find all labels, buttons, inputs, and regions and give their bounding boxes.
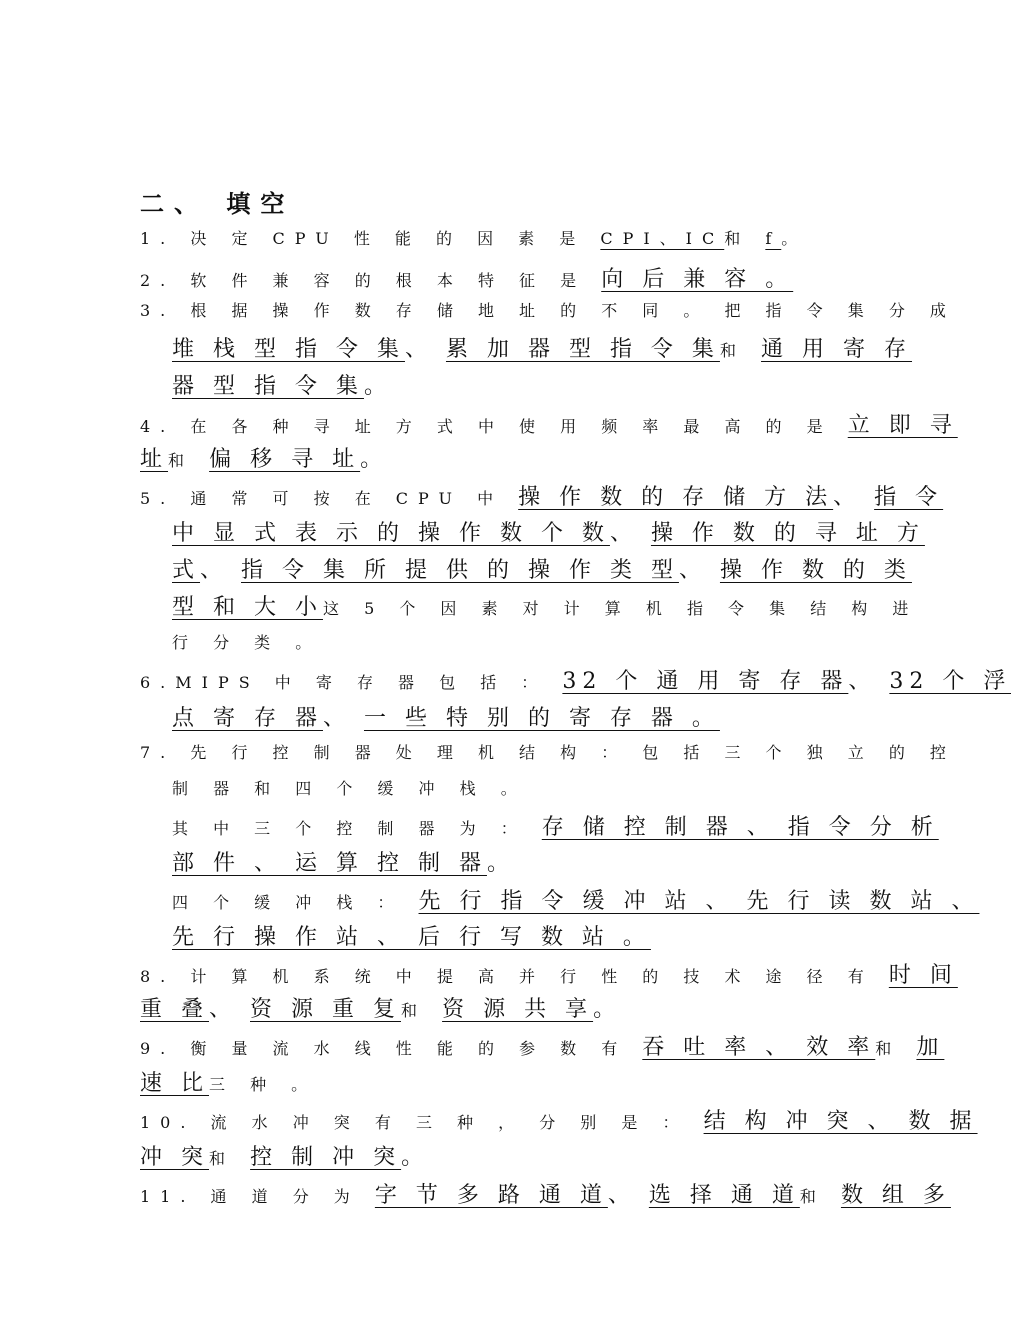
question-text: 四 个 缓 冲 栈 ： (172, 893, 419, 912)
answer-blank: 选 择 通 道 (648, 1183, 800, 1208)
punctuation: 。 (363, 374, 392, 399)
connector: 和 (719, 341, 762, 360)
question-5-line-1 (140, 480, 944, 511)
question-4-line-1 (140, 408, 958, 439)
question-text: 三 种 。 (209, 1075, 318, 1094)
answer-blank: 立 即 寻 (847, 413, 958, 438)
question-4-line-2 (140, 442, 840, 473)
answer-blank: 资 源 重 复 (250, 997, 401, 1022)
answer-blank: 点 寄 存 器 (172, 706, 323, 731)
punctuation: 。 (401, 1145, 430, 1170)
answer-blank: 堆 栈 型 指 令 集 (172, 337, 405, 362)
answer-blank: 重 叠 (140, 997, 209, 1022)
connector: 和 (799, 1187, 841, 1206)
answer-blank: 一 些 特 别 的 寄 存 器 。 (363, 706, 720, 731)
answer-blank: 32 个 浮 (889, 669, 1011, 694)
answer-blank: 式 (172, 558, 201, 583)
answer-blank: 址 (140, 447, 169, 472)
punctuation: 。 (486, 851, 515, 876)
answer-blank: 先 行 操 作 站 、 后 行 写 数 站 。 (172, 925, 651, 950)
punctuation: 。 (360, 447, 389, 472)
answer-blank: 数 组 多 (840, 1183, 951, 1208)
answer-blank: 字 节 多 路 通 道 (374, 1183, 608, 1208)
question-7-line-4 (172, 846, 872, 877)
punctuation: 、 (833, 485, 875, 510)
answer-blank: 操 作 数 的 类 (719, 558, 912, 583)
question-7-line-3 (172, 810, 939, 841)
question-6-line-2 (172, 701, 872, 732)
connector: 和 (724, 229, 766, 248)
question-9-line-1 (140, 1030, 945, 1061)
answer-blank: 速 比 (140, 1071, 209, 1096)
question-11-line-1 (140, 1178, 951, 1209)
question-7-line-2: 制 器 和 四 个 缓 冲 栈 。 (172, 779, 527, 798)
answer-blank: 冲 突 (140, 1145, 209, 1170)
question-text: 4. 在 各 种 寻 址 方 式 中 使 用 频 率 最 高 的 是 (140, 417, 848, 436)
question-7-line-5 (172, 884, 980, 915)
question-text: 其 中 三 个 控 制 器 为 ： (172, 819, 542, 838)
punctuation: 、 (209, 997, 250, 1022)
answer-blank: 累 加 器 型 指 令 集 (445, 337, 720, 362)
question-10-line-2 (140, 1140, 840, 1171)
question-text: 6.MIPS 中 寄 存 器 包 括 ： (140, 673, 563, 692)
question-1 (140, 226, 840, 249)
answer-blank: 吞 吐 率 、 效 率 (642, 1035, 876, 1060)
question-5-line-5: 行 分 类 。 (172, 633, 322, 652)
answer-blank: 部 件 、 运 算 控 制 器 (172, 851, 487, 876)
punctuation: 。 (781, 229, 808, 248)
question-8-line-1 (140, 958, 958, 989)
answer-blank: 通 用 寄 存 (761, 337, 913, 362)
question-5-line-2 (172, 516, 925, 547)
question-9-line-2 (140, 1066, 840, 1097)
question-text: 2. 软 件 兼 容 的 根 本 特 征 是 (140, 271, 602, 290)
section-heading: 二、 填空 (140, 189, 295, 218)
answer-blank: CPI、IC (600, 229, 725, 248)
question-7-line-1: 7. 先 行 控 制 器 处 理 机 结 构 ： 包 括 三 个 独 立 的 控 (140, 743, 956, 762)
punctuation: 、 (200, 558, 242, 583)
punctuation: 。 (593, 997, 622, 1022)
question-text: 8. 计 算 机 系 统 中 提 高 并 行 性 的 技 术 途 径 有 (140, 967, 889, 986)
connector: 和 (209, 1149, 251, 1168)
punctuation: 、 (404, 337, 446, 362)
answer-blank: 先 行 指 令 缓 冲 站 、 先 行 读 数 站 、 (418, 889, 980, 914)
answer-blank: 操 作 数 的 存 储 方 法 (518, 485, 834, 510)
connector: 和 (400, 1001, 443, 1020)
answer-blank: 器 型 指 令 集 (172, 374, 364, 399)
answer-blank: 操 作 数 的 寻 址 方 (650, 521, 925, 546)
question-text: 10. 流 水 冲 突 有 三 种 ， 分 别 是 ： (140, 1113, 704, 1132)
question-8-line-2 (140, 992, 840, 1023)
answer-blank: 指 令 (874, 485, 944, 510)
answer-blank: f (765, 229, 782, 248)
punctuation: 、 (848, 669, 890, 694)
question-text: 5. 通 常 可 按 在 CPU 中 (140, 489, 519, 508)
connector: 和 (875, 1039, 917, 1058)
answer-blank: 控 制 冲 突 (250, 1145, 402, 1170)
answer-blank: 结 构 冲 突 、 数 据 (703, 1109, 978, 1134)
question-text: 1. 决 定 CPU 性 能 的 因 素 是 (140, 229, 601, 248)
question-10-line-1 (140, 1104, 978, 1135)
answer-blank: 指 令 集 所 提 供 的 操 作 类 型 (241, 558, 679, 583)
connector: 和 (168, 451, 210, 470)
punctuation: 、 (322, 706, 364, 731)
question-7-line-6 (172, 920, 872, 951)
question-text: 11. 通 道 分 为 (140, 1187, 375, 1206)
punctuation: 、 (678, 558, 720, 583)
answer-blank: 偏 移 寻 址 (209, 447, 361, 472)
answer-blank: 加 (916, 1035, 945, 1060)
answer-blank: 型 和 大 小 (172, 595, 323, 620)
answer-blank: 中 显 式 表 示 的 操 作 数 个 数 (172, 521, 610, 546)
question-3-line-2 (172, 332, 913, 363)
answer-blank: 向 后 兼 容 。 (601, 267, 794, 292)
answer-blank: 32 个 通 用 寄 存 器 (562, 669, 849, 694)
question-3-line-3 (172, 369, 872, 400)
question-text: 这 5 个 因 素 对 计 算 机 指 令 集 结 构 进 (322, 599, 919, 618)
punctuation: 、 (607, 1183, 649, 1208)
question-3-line-1: 3. 根 据 操 作 数 存 储 地 址 的 不 同 。 把 指 令 集 分 成 (140, 301, 956, 320)
question-5-line-3 (172, 553, 912, 584)
question-2 (140, 262, 840, 293)
question-text: 9. 衡 量 流 水 线 性 能 的 参 数 有 (140, 1039, 643, 1058)
answer-blank: 资 源 共 享 (442, 997, 594, 1022)
question-5-line-4 (172, 590, 919, 621)
answer-blank: 存 储 控 制 器 、 指 令 分 析 (541, 815, 939, 840)
answer-blank: 时 间 (888, 963, 958, 988)
question-6-line-1 (140, 664, 1011, 695)
punctuation: 、 (609, 521, 651, 546)
